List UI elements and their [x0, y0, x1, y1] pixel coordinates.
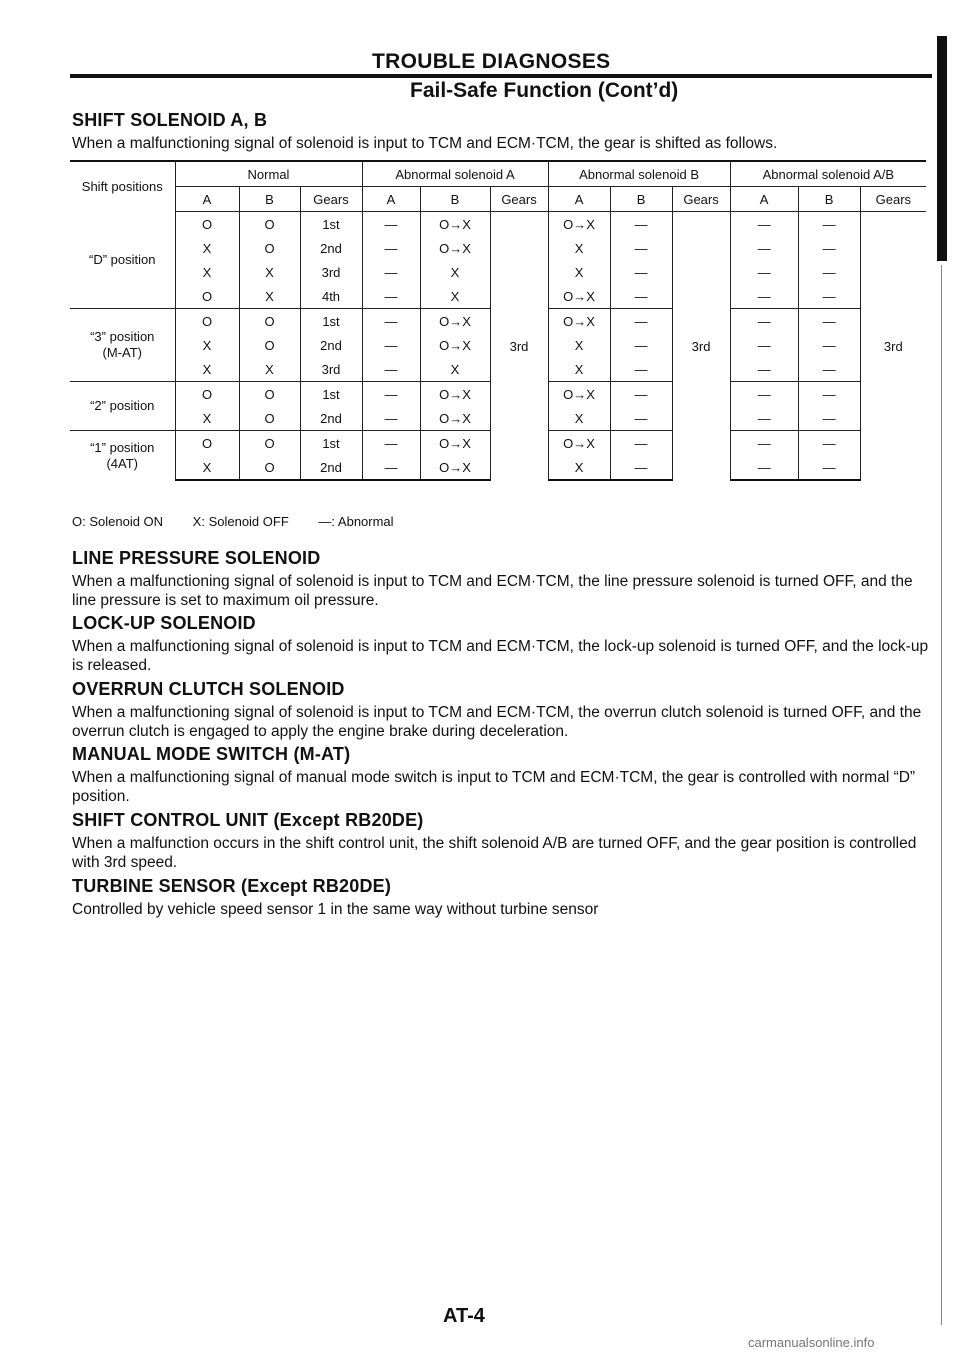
- sub-header: Gears: [860, 187, 926, 212]
- group-header: Abnormal solenoid A: [362, 161, 548, 187]
- group-header: Abnormal solenoid A/B: [730, 161, 926, 187]
- abn-b-a-cell: X: [548, 455, 610, 480]
- legend-off: X: Solenoid OFF: [192, 514, 289, 529]
- sub-header: B: [420, 187, 490, 212]
- overrun-clutch-text: When a malfunctioning signal of solenoid is input to TCM and ECM·TCM, the overrun clutch solenoid is turned OFF, and the overrun clutch is engaged to apply the engine brake during deceleration.: [72, 704, 922, 740]
- sub-header: A: [548, 187, 610, 212]
- fail-safe-table: [70, 160, 926, 481]
- normal-gear-cell: 1st: [300, 382, 362, 407]
- abn-ab-b-cell: —: [798, 309, 860, 334]
- abn-b-b-cell: —: [610, 284, 672, 309]
- normal-a-cell: X: [175, 236, 239, 260]
- abn-ab-a-cell: —: [730, 455, 798, 480]
- position-name: “2” position: [90, 398, 155, 413]
- abn-b-b-cell: —: [610, 260, 672, 284]
- shift-solenoid-text: When a malfunctioning signal of solenoid is input to TCM and ECM·TCM, the gear is shifted as follows.: [72, 135, 778, 152]
- abn-b-a-cell: X: [548, 236, 610, 260]
- abn-b-a-cell: X: [548, 406, 610, 431]
- abn-a-a-cell: —: [362, 406, 420, 431]
- abn-ab-b-cell: —: [798, 357, 860, 382]
- abn-b-b-cell: —: [610, 382, 672, 407]
- sub-header: A: [362, 187, 420, 212]
- normal-gear-cell: 3rd: [300, 260, 362, 284]
- normal-b-cell: X: [239, 284, 300, 309]
- abn-ab-a-cell: —: [730, 382, 798, 407]
- normal-a-cell: X: [175, 260, 239, 284]
- abn-b-b-cell: —: [610, 236, 672, 260]
- group-header: Abnormal solenoid B: [548, 161, 730, 187]
- normal-gear-cell: 1st: [300, 431, 362, 456]
- abn-a-a-cell: —: [362, 309, 420, 334]
- abn-a-a-cell: —: [362, 333, 420, 357]
- normal-b-cell: O: [239, 236, 300, 260]
- normal-b-cell: X: [239, 357, 300, 382]
- shift-position-label: [70, 309, 175, 382]
- abn-b-a-cell: X: [548, 357, 610, 382]
- abn-ab-a-cell: —: [730, 260, 798, 284]
- normal-gear-cell: 2nd: [300, 236, 362, 260]
- overrun-clutch-title: OVERRUN CLUTCH SOLENOID: [72, 679, 345, 699]
- turbine-sensor-text: Controlled by vehicle speed sensor 1 in the same way without turbine sensor: [72, 901, 599, 918]
- abn-a-b-cell: O→X: [420, 236, 490, 260]
- normal-b-cell: O: [239, 309, 300, 334]
- header-rule: [70, 74, 932, 78]
- normal-gear-cell: 1st: [300, 309, 362, 334]
- line-pressure-text: When a malfunctioning signal of solenoid is input to TCM and ECM·TCM, the line pressure solenoid is turned OFF, and the line pressure is set to maximum oil pressure.: [72, 573, 913, 609]
- abn-b-b-cell: —: [610, 455, 672, 480]
- shift-control-text: When a malfunction occurs in the shift control unit, the shift solenoid A/B are turned OFF, and the gear position is controlled with 3rd speed.: [72, 835, 917, 871]
- normal-gear-cell: 4th: [300, 284, 362, 309]
- abn-ab-b-cell: —: [798, 382, 860, 407]
- abn-b-a-cell: O→X: [548, 284, 610, 309]
- abn-ab-b-cell: —: [798, 455, 860, 480]
- abn-b-b-cell: —: [610, 333, 672, 357]
- normal-b-cell: O: [239, 431, 300, 456]
- table-legend: [72, 514, 420, 529]
- abn-ab-a-cell: —: [730, 333, 798, 357]
- watermark: carmanualsonline.info: [748, 1335, 875, 1350]
- abn-ab-b-cell: —: [798, 284, 860, 309]
- normal-a-cell: X: [175, 333, 239, 357]
- normal-a-cell: X: [175, 406, 239, 431]
- legend-on: O: Solenoid ON: [72, 514, 164, 529]
- abn-ab-a-cell: —: [730, 431, 798, 456]
- line-pressure-title: LINE PRESSURE SOLENOID: [72, 548, 321, 568]
- sub-header: B: [610, 187, 672, 212]
- abn-b-b-cell: —: [610, 431, 672, 456]
- abn-ab-b-cell: —: [798, 212, 860, 237]
- sub-header: B: [239, 187, 300, 212]
- manual-mode-text: When a malfunctioning signal of manual mode switch is input to TCM and ECM·TCM, the gear is controlled with normal “D” position.: [72, 769, 916, 805]
- abn-b-a-cell: X: [548, 260, 610, 284]
- abn-a-a-cell: —: [362, 431, 420, 456]
- position-variant: (M-AT): [102, 345, 142, 360]
- abn-b-b-cell: —: [610, 212, 672, 237]
- sub-header: A: [730, 187, 798, 212]
- abn-ab-a-cell: —: [730, 236, 798, 260]
- abn-ab-a-cell: —: [730, 357, 798, 382]
- abn-a-b-cell: O→X: [420, 455, 490, 480]
- position-name: “D” position: [89, 251, 156, 267]
- normal-gear-cell: 2nd: [300, 406, 362, 431]
- abn-a-a-cell: —: [362, 455, 420, 480]
- abn-a-a-cell: —: [362, 284, 420, 309]
- abn-b-b-cell: —: [610, 406, 672, 431]
- abn-a-b-cell: O→X: [420, 406, 490, 431]
- normal-b-cell: O: [239, 406, 300, 431]
- position-name: “1” position: [90, 439, 155, 455]
- abn-ab-b-cell: —: [798, 260, 860, 284]
- normal-b-cell: O: [239, 333, 300, 357]
- margin-line: [941, 265, 942, 1325]
- normal-a-cell: O: [175, 284, 239, 309]
- normal-a-cell: X: [175, 455, 239, 480]
- abn-ab-a-cell: —: [730, 309, 798, 334]
- abn-a-b-cell: O→X: [420, 333, 490, 357]
- abn-ab-a-cell: —: [730, 284, 798, 309]
- position-name: “3” position: [90, 329, 155, 344]
- margin-bar: [937, 36, 947, 261]
- normal-gear-cell: 3rd: [300, 357, 362, 382]
- lock-up-text: When a malfunctioning signal of solenoid is input to TCM and ECM·TCM, the lock-up solenoid is turned OFF, and the lock-up is released.: [72, 638, 929, 674]
- page-subtitle: Fail-Safe Function (Cont’d): [410, 79, 679, 102]
- sub-header: Gears: [490, 187, 548, 212]
- normal-a-cell: O: [175, 309, 239, 334]
- abn-b-a-cell: O→X: [548, 382, 610, 407]
- normal-a-cell: O: [175, 382, 239, 407]
- abn-a-b-cell: O→X: [420, 382, 490, 407]
- abn-b-gears-cell: 3rd: [672, 212, 730, 481]
- abn-b-a-cell: O→X: [548, 212, 610, 237]
- lock-up-title: LOCK-UP SOLENOID: [72, 613, 256, 633]
- abn-a-a-cell: —: [362, 236, 420, 260]
- abn-ab-a-cell: —: [730, 212, 798, 237]
- normal-gear-cell: 1st: [300, 212, 362, 237]
- abn-b-a-cell: O→X: [548, 309, 610, 334]
- normal-b-cell: X: [239, 260, 300, 284]
- turbine-sensor-title: TURBINE SENSOR (Except RB20DE): [72, 876, 392, 896]
- normal-a-cell: X: [175, 357, 239, 382]
- table-row: [70, 212, 926, 237]
- shift-solenoid-title: SHIFT SOLENOID A, B: [72, 110, 268, 130]
- manual-mode-title: MANUAL MODE SWITCH (M-AT): [72, 744, 351, 764]
- normal-b-cell: O: [239, 455, 300, 480]
- position-variant: (4AT): [106, 455, 139, 471]
- normal-b-cell: O: [239, 382, 300, 407]
- abn-ab-b-cell: —: [798, 406, 860, 431]
- abn-b-b-cell: —: [610, 357, 672, 382]
- page-number: AT-4: [443, 1305, 485, 1327]
- abn-a-b-cell: X: [420, 357, 490, 382]
- abn-a-b-cell: O→X: [420, 431, 490, 456]
- normal-gear-cell: 2nd: [300, 455, 362, 480]
- normal-a-cell: O: [175, 431, 239, 456]
- abn-a-b-cell: X: [420, 284, 490, 309]
- sub-header: Gears: [300, 187, 362, 212]
- shift-control-title: SHIFT CONTROL UNIT (Except RB20DE): [72, 810, 424, 830]
- abn-a-a-cell: —: [362, 260, 420, 284]
- abn-b-a-cell: O→X: [548, 431, 610, 456]
- abn-a-b-cell: O→X: [420, 212, 490, 237]
- normal-b-cell: O: [239, 212, 300, 237]
- shift-positions-header: Shift positions: [70, 161, 175, 212]
- page-title: TROUBLE DIAGNOSES: [372, 50, 611, 73]
- abn-b-b-cell: —: [610, 309, 672, 334]
- normal-a-cell: O: [175, 212, 239, 237]
- shift-position-label: [70, 212, 175, 309]
- abn-a-a-cell: —: [362, 357, 420, 382]
- abn-ab-a-cell: —: [730, 406, 798, 431]
- abn-a-b-cell: X: [420, 260, 490, 284]
- sub-header: B: [798, 187, 860, 212]
- normal-gear-cell: 2nd: [300, 333, 362, 357]
- shift-position-label: [70, 382, 175, 431]
- group-header: Normal: [175, 161, 362, 187]
- abn-ab-b-cell: —: [798, 333, 860, 357]
- abn-ab-b-cell: —: [798, 431, 860, 456]
- abn-ab-gears-cell: 3rd: [860, 212, 926, 481]
- abn-a-a-cell: —: [362, 212, 420, 237]
- legend-abnormal: —: Abnormal: [318, 514, 394, 529]
- abn-a-a-cell: —: [362, 382, 420, 407]
- abn-a-b-cell: O→X: [420, 309, 490, 334]
- abn-b-a-cell: X: [548, 333, 610, 357]
- abn-a-gears-cell: 3rd: [490, 212, 548, 481]
- sub-header: Gears: [672, 187, 730, 212]
- sub-header: A: [175, 187, 239, 212]
- abn-ab-b-cell: —: [798, 236, 860, 260]
- shift-position-label: [70, 431, 175, 481]
